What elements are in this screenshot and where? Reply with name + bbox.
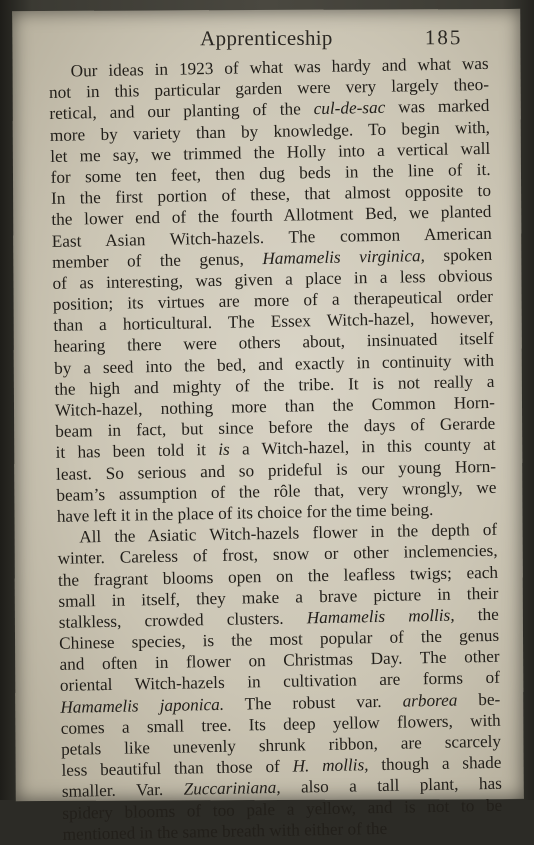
text-run: smaller. Var. [61,779,184,802]
text-run: spidery blooms of too pale a yellow, and is not to be [62,795,503,823]
text-run: let me say, we trimmed the Holly into a vertical wall [50,138,491,166]
italic-text-run: Hamamelis japonica. [60,694,225,717]
text-run: hearing there were others about, insinuated itself [53,329,494,357]
text-run: Chinese species, is the most popular of the genus [58,625,500,653]
text-run: the fragrant blooms open on the leafless twigs; each [57,562,499,590]
text-run: for some ten feet, then dug beds in the line of it. [50,159,491,187]
text-run: winter. Careless of frost, snow or other inclemencies, [57,541,498,569]
text-run: oriental Witch-hazels in cultivation are forms of [59,668,501,696]
text-run: also a tall plant, has [280,774,502,798]
text-run: of as interesting, was given a place in a less obvious [52,265,493,293]
text-run: All the Asiatic Witch-hazels flower in the depth of [79,519,498,547]
text-run: spoken [424,244,493,265]
text-run: a Witch-hazel, in this county at [229,435,496,460]
text-run: The robust var. [223,691,403,714]
text-run: beam in fact, but since before the days of Gerarde [55,414,496,442]
text-run: mentioned in the same breath with either of the [62,818,388,844]
text-run: position; its virtues are more of a therapeutical order [52,286,494,314]
italic-text-run: Hamamelis virginica, [262,245,426,268]
text-run: stalkless, crowded clusters. [58,608,307,632]
text-run: less beautiful than those of [61,756,293,781]
text-run: retical, and our planting of the [49,99,314,124]
text-run: beam’s assumption of the rôle that, very wrongly, we [56,477,497,505]
italic-text-run: cul-de-sac [313,98,386,119]
text-run: be- [457,689,501,710]
page-header [12,23,520,55]
text-run: by a seed into the bed, and exactly in continuity with [53,350,495,378]
text-run: least. So serious and so prideful is our young Horn- [55,456,497,484]
text-run: East Asian Witch-hazels. The common American [51,223,492,251]
italic-text-run: arborea [402,690,458,711]
text-run: the [454,604,499,625]
text-run: Our ideas in 1923 of what was hardy and what was [70,53,489,81]
text-run: have left it in the place of its choice for the time being. [56,499,434,526]
text-run: it has been told it [55,440,219,463]
text-run: the high and mighty of the tribe. It is not really a [54,371,495,399]
book-page [12,9,523,844]
text-run: more by variety than by knowledge. To begin with, [49,117,490,145]
text-run: was marked [385,96,490,118]
body-text [48,53,502,845]
italic-text-run: Zuccariniana, [183,778,281,799]
text-run: Witch-hazel, nothing more than the Common Horn- [54,392,496,420]
running-head: Apprenticeship [200,25,333,51]
text-run: In the first portion of these, that almost opposite to [50,180,492,209]
italic-text-run: is [218,440,230,460]
text-run: not in this particular garden were very largely theo- [48,75,490,103]
text-run: petals like unevenly shrunk ribbon, are scarcely [60,731,502,759]
text-run: member of the genus, [52,248,263,272]
italic-text-run: H. mollis, [292,755,369,776]
text-run: and often in flower on Christmas Day. The other [59,647,500,675]
text-run: comes a small tree. Its deep yellow flowers, with [60,710,501,738]
text-run: the lower end of the fourth Allotment Bed, we planted [51,202,492,230]
page-number: 185 [424,25,463,50]
text-run: small in itself, they make a brave picture in their [58,583,499,611]
text-run: than a horticultural. The Essex Witch-hazel, however, [53,308,494,336]
text-run: though a shade [368,752,502,775]
italic-text-run: Hamamelis mollis, [306,605,455,628]
